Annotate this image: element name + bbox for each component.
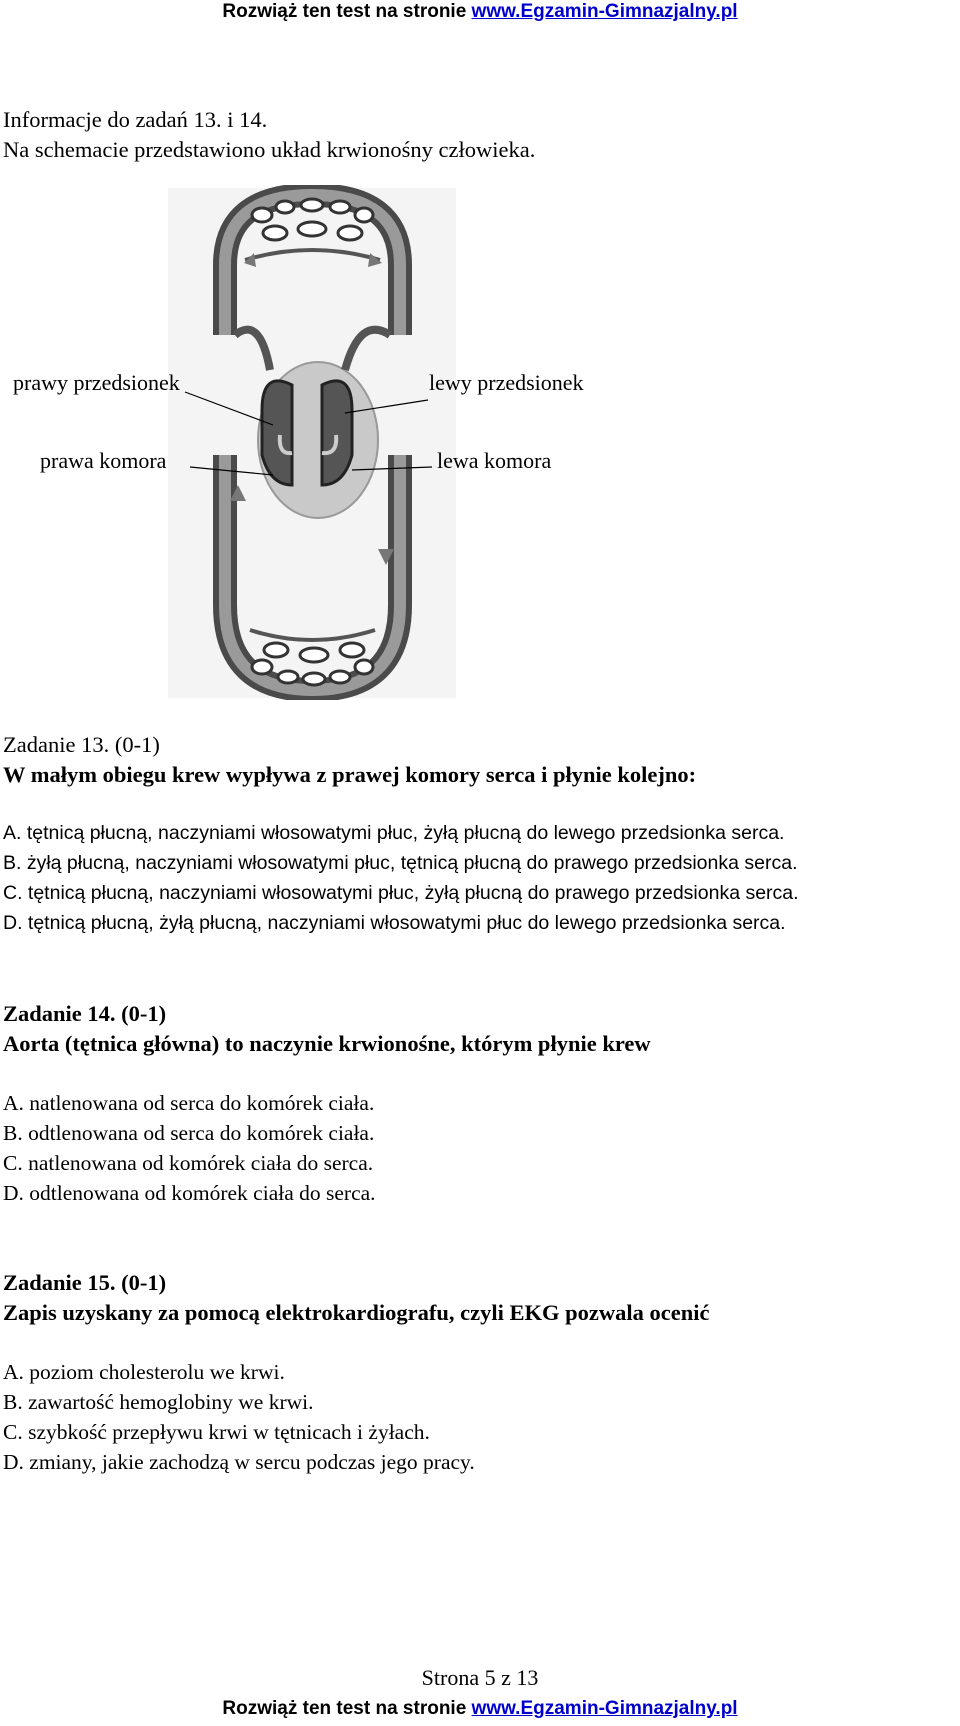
task-13-option-b[interactable]: B. żyłą płucną, naczyniami włosowatymi płuc, tętnicą płucną do prawego przedsionka serca. — [3, 852, 798, 874]
top-banner — [0, 1, 960, 23]
bottom-banner — [0, 1698, 960, 1720]
task-14-option-d[interactable]: D. odtlenowana od komórek ciała do serca. — [3, 1181, 376, 1205]
intro-line-1: Informacje do zadań 13. i 14. — [3, 107, 268, 132]
task-14-option-b[interactable]: B. odtlenowana od serca do komórek ciała. — [3, 1121, 375, 1145]
circulatory-system-diagram — [0, 185, 960, 700]
task-15-option-a[interactable]: A. poziom cholesterolu we krwi. — [3, 1360, 285, 1384]
task-15-question: Zapis uzyskany za pomocą elektrokardiografu, czyli EKG pozwala ocenić — [3, 1300, 710, 1325]
page-number: Strona 5 z 13 — [421, 1665, 539, 1690]
banner-link[interactable]: www.Egzamin-Gimnazjalny.pl — [471, 1, 738, 22]
label-left-ventricle: lewa komora — [437, 448, 552, 473]
task-14-title: Zadanie 14. (0-1) — [3, 1001, 167, 1026]
banner-text: Rozwiąż ten test na stronie — [222, 1, 472, 22]
task-13-option-c[interactable]: C. tętnicą płucną, naczyniami włosowatymi płuc, żyłą płucną do prawego przedsionka serca. — [3, 882, 799, 904]
label-right-ventricle: prawa komora — [40, 448, 167, 473]
task-13-option-d[interactable]: D. tętnicą płucną, żyłą płucną, naczyniami włosowatymi płuc do lewego przedsionka serca. — [3, 912, 786, 934]
intro-line-2: Na schemacie przedstawiono układ krwionośny człowieka. — [3, 137, 536, 162]
task-13-question: W małym obiegu krew wypływa z prawej komory serca i płynie kolejno: — [3, 762, 697, 787]
task-15-option-c[interactable]: C. szybkość przepływu krwi w tętnicach i żyłach. — [3, 1420, 430, 1444]
label-left-atrium: lewy przedsionek — [429, 370, 584, 395]
task-14-option-a[interactable]: A. natlenowana od serca do komórek ciała. — [3, 1091, 375, 1115]
task-14-option-c[interactable]: C. natlenowana od komórek ciała do serca. — [3, 1151, 374, 1175]
task-15-option-d[interactable]: D. zmiany, jakie zachodzą w sercu podczas jego pracy. — [3, 1450, 475, 1474]
task-15-title: Zadanie 15. (0-1) — [3, 1270, 167, 1295]
task-14-question: Aorta (tętnica główna) to naczynie krwionośne, którym płynie krew — [3, 1031, 651, 1056]
banner-text: Rozwiąż ten test na stronie — [222, 1698, 472, 1719]
task-15-option-b[interactable]: B. zawartość hemoglobiny we krwi. — [3, 1390, 314, 1414]
task-13-title: Zadanie 13. (0-1) — [3, 732, 160, 757]
task-13-option-a[interactable]: A. tętnicą płucną, naczyniami włosowatymi płuc, żyłą płucną do lewego przedsionka serca. — [3, 822, 785, 844]
banner-link[interactable]: www.Egzamin-Gimnazjalny.pl — [471, 1698, 738, 1719]
label-right-atrium: prawy przedsionek — [13, 370, 180, 395]
